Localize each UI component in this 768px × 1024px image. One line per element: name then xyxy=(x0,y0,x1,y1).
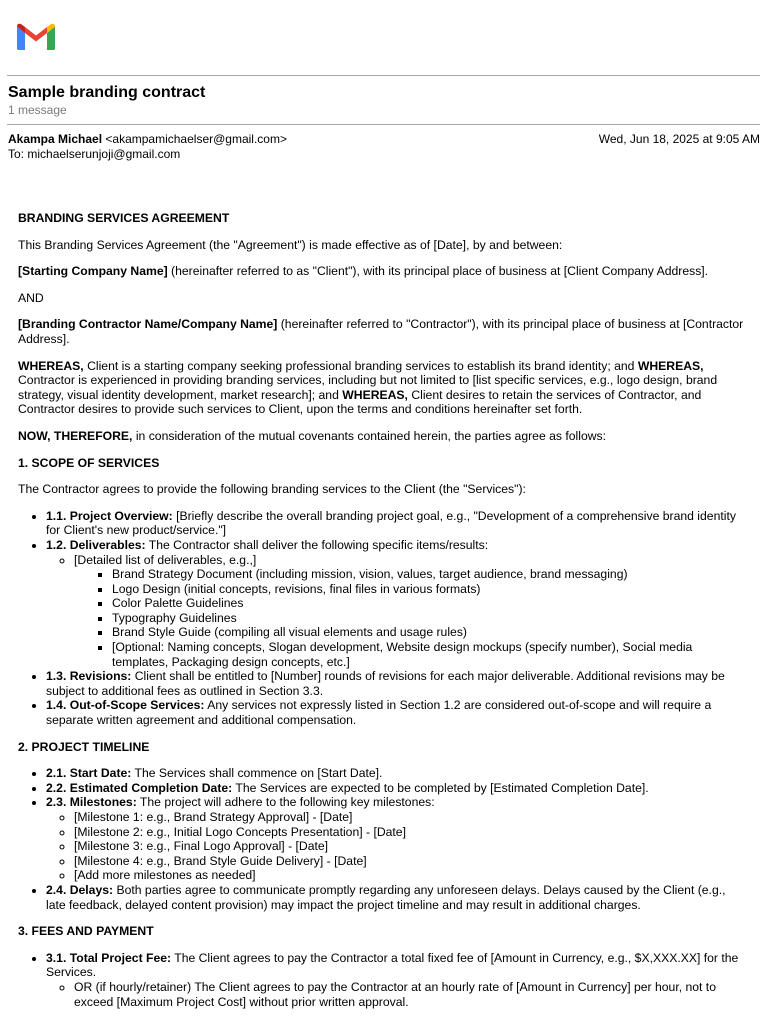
whereas-clause-2: Contractor is experienced in providing branding services, including but not limited to [list specific services, e.g., logo design, brand strategy, visual identity development, market research]; and xyxy=(18,373,718,402)
whereas-keyword: WHEREAS, xyxy=(18,358,84,373)
client-name: [Starting Company Name] xyxy=(18,264,168,279)
list-item xyxy=(46,509,744,538)
email-subject: Sample branding contract xyxy=(8,84,206,101)
gmail-logo-icon[interactable] xyxy=(16,22,56,52)
message-body xyxy=(18,211,744,1021)
list-item xyxy=(46,538,744,669)
section-1-intro: The Contractor agrees to provide the following branding services to the Client (the "Services"): xyxy=(18,482,526,497)
list-item xyxy=(46,883,744,912)
deliverable-item: ▪ Brand Style Guide (compiling all visual elements and usage rules) xyxy=(112,625,744,640)
section-3-heading: 3. FEES AND PAYMENT xyxy=(18,924,154,939)
whereas-clause-3: Client desires to retain the services of Contractor, and Contractor desires to provide such services to Client, upon the terms and conditions hereinafter set forth. xyxy=(18,387,702,417)
message-date: Wed, Jun 18, 2025 at 9:05 AM xyxy=(598,132,760,146)
deliverable-item: ▪ Typography Guidelines xyxy=(112,611,744,626)
whereas-clause-1: Client is a starting company seeking professional branding services to establish its brand identity; and xyxy=(83,358,638,373)
item-label: 2.2. Estimated Completion Date: xyxy=(46,780,233,795)
deliverable-item: ▪ Brand Strategy Document (including mission, vision, values, target audience, brand messaging) xyxy=(112,567,744,582)
milestone-item: ◦ [Milestone 3: e.g., Final Logo Approval] - [Date] xyxy=(74,839,744,854)
now-therefore-keyword: NOW, THEREFORE, xyxy=(18,428,133,443)
sender-name: Akampa Michael xyxy=(8,132,103,146)
contractor-details: (hereinafter referred to "Contractor"), with its principal place of business at [Contractor Address]. xyxy=(18,317,744,346)
now-therefore-paragraph xyxy=(18,429,744,444)
deliverable-item: ▪ [Optional: Naming concepts, Slogan development, Website design mockups (specify number), Social media templates, Packaging design concepts, etc.] xyxy=(112,640,744,669)
item-label: 2.3. Milestones: xyxy=(46,795,137,810)
section-2-heading: 2. PROJECT TIMELINE xyxy=(18,739,150,754)
list-item xyxy=(46,669,744,698)
list-item xyxy=(46,781,744,796)
item-label: 3.1. Total Project Fee: xyxy=(46,950,172,965)
section-1-heading: 1. SCOPE OF SERVICES xyxy=(18,455,160,470)
list-item xyxy=(46,766,744,781)
to-label: To: xyxy=(8,147,25,161)
milestone-item: ◦ [Milestone 4: e.g., Brand Style Guide Delivery] - [Date] xyxy=(74,854,744,869)
gmail-logo-center-v xyxy=(25,27,47,42)
item-text: Any services not expressly listed in Section 1.2 are considered out-of-scope and will require a separate written agreement and additional compensation. xyxy=(46,698,712,728)
now-therefore-text: in consideration of the mutual covenants contained herein, the parties agree as follows: xyxy=(132,428,607,443)
and-line: AND xyxy=(18,290,44,305)
deliverables-list xyxy=(74,567,744,669)
message-count: 1 message xyxy=(8,103,67,117)
item-text: The Services are expected to be completed by [Estimated Completion Date]. xyxy=(232,780,649,795)
whereas-keyword: WHEREAS, xyxy=(637,358,704,373)
section-2-list xyxy=(18,766,744,912)
client-paragraph xyxy=(18,264,744,279)
contractor-paragraph xyxy=(18,317,744,346)
section-3-list xyxy=(18,951,744,1009)
whereas-paragraph xyxy=(18,359,744,417)
item-label: 2.1. Start Date: xyxy=(46,766,132,781)
section-1-list xyxy=(18,509,744,728)
contractor-name: [Branding Contractor Name/Company Name] xyxy=(18,317,278,332)
item-text: Both parties agree to communicate promptly regarding any unforeseen delays. Delays caused by the Client (e.g., late feedback, delayed content provision) may impact the project timeline and may result in additional charges. xyxy=(46,882,726,912)
item-text: The project will adhere to the following key milestones: xyxy=(136,795,435,810)
sender-line xyxy=(8,132,287,147)
milestone-item: ◦ [Milestone 2: e.g., Initial Logo Concepts Presentation] - [Date] xyxy=(74,825,744,840)
list-item xyxy=(74,553,744,670)
item-label: 2.4. Delays: xyxy=(46,882,114,897)
list-item xyxy=(46,951,744,1009)
whereas-keyword: WHEREAS, xyxy=(342,387,408,402)
intro-paragraph: This Branding Services Agreement (the "Agreement") is made effective as of [Date], by and between: xyxy=(18,237,563,252)
item-text: [Briefly describe the overall branding project goal, e.g., "Development of a comprehensive brand identity for Client's new product/service."] xyxy=(46,508,736,538)
item-text: The Contractor shall deliver the following specific items/results: xyxy=(145,537,489,552)
deliverable-item: ▪ Logo Design (initial concepts, revisions, final files in various formats) xyxy=(112,582,744,597)
item-text: [Detailed list of deliverables, e.g.,] xyxy=(74,552,257,567)
item-text: The Services shall commence on [Start Date]. xyxy=(131,766,383,781)
list-item: ◦ OR (if hourly/retainer) The Client agrees to pay the Contractor at an hourly rate of [Amount in Currency] per hour, not to exceed [Maximum Project Cost] without prior written approval. xyxy=(74,980,744,1009)
item-text: The Client agrees to pay the Contractor a total fixed fee of [Amount in Currency, e.g., $X,XXX.XX] for the Services. xyxy=(46,950,739,980)
item-label: 1.2. Deliverables: xyxy=(46,537,146,552)
deliverables-sublist xyxy=(46,553,744,670)
milestones-list xyxy=(46,810,744,883)
sender-email[interactable]: <akampamichaelser@gmail.com> xyxy=(105,132,287,146)
item-label: 1.3. Revisions: xyxy=(46,669,132,684)
milestone-item: ◦ [Milestone 1: e.g., Brand Strategy Approval] - [Date] xyxy=(74,810,744,825)
recipient-line xyxy=(8,147,180,162)
list-item xyxy=(46,698,744,727)
deliverable-item: ▪ Color Palette Guidelines xyxy=(112,596,744,611)
agreement-title: BRANDING SERVICES AGREEMENT xyxy=(18,211,230,225)
header-divider xyxy=(7,75,760,76)
milestone-item: ◦ [Add more milestones as needed] xyxy=(74,868,744,883)
fee-sublist xyxy=(46,980,744,1009)
client-details: (hereinafter referred to as "Client"), with its principal place of business at [Client Company Address]. xyxy=(167,264,709,279)
item-label: 1.4. Out-of-Scope Services: xyxy=(46,698,205,713)
item-text: Client shall be entitled to [Number] rounds of revisions for each major deliverable. Additional revisions may be subject to additional fees as outlined in Section 3.3. xyxy=(46,669,725,698)
subject-divider xyxy=(7,124,760,125)
item-label: 1.1. Project Overview: xyxy=(46,508,173,523)
recipient-email[interactable]: michaelserunjoji@gmail.com xyxy=(27,147,181,161)
list-item xyxy=(46,795,744,883)
